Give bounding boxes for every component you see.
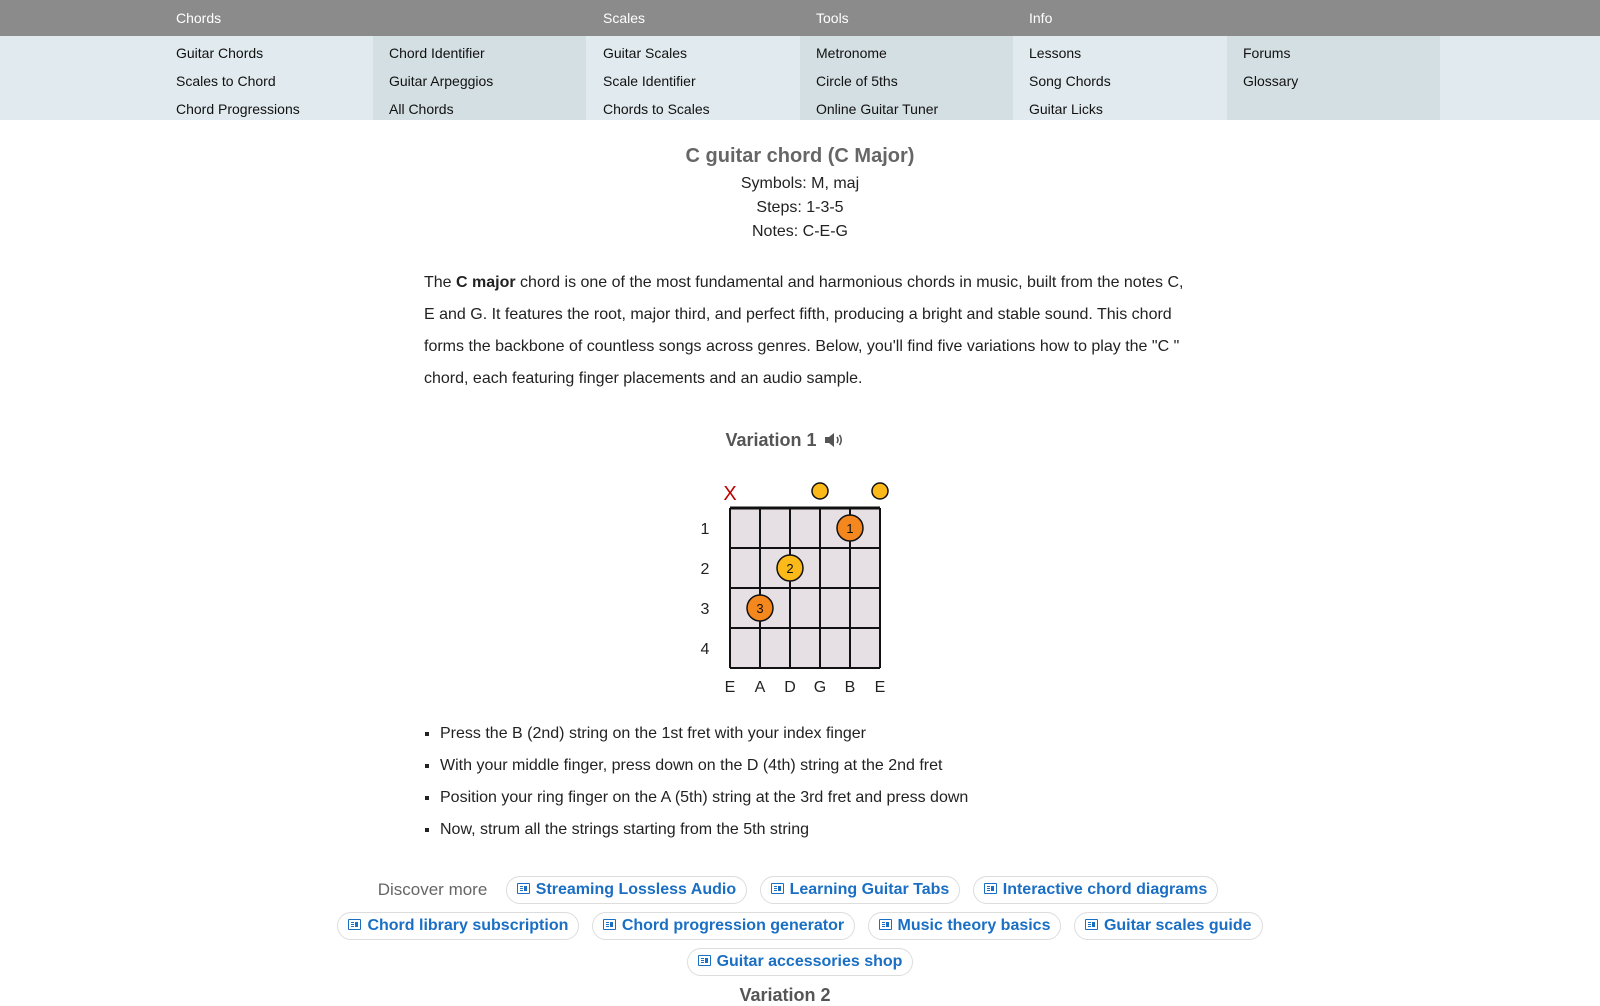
variation-2-title: Variation 2	[739, 985, 831, 1005]
nav-link-glossary[interactable]: Glossary	[1243, 73, 1299, 89]
article-icon	[984, 883, 997, 894]
intro-text: chord is one of the most fundamental and harmonious chords in music, built from the notes C, E and G. It features the root, major third, and perfect fifth, producing a bright and stable sound. This chord forms the backbone of countless songs across genres. Below, you'll find five variations how to play the "C " chord, each featuring finger placements and an audio sample.	[424, 274, 1184, 387]
string-name: D	[784, 679, 796, 696]
nav-link-chord-identifier[interactable]: Chord Identifier	[389, 45, 485, 61]
nav-link-all-chords[interactable]: All Chords	[389, 101, 454, 117]
list-item: ▪ Position your ring finger on the A (5th) string at the 3rd fret and press down	[440, 782, 968, 814]
nav-column-info	[1013, 0, 1226, 120]
chord-steps: Steps: 1-3-5	[756, 199, 844, 216]
list-item: ▪ With your middle finger, press down on the D (4th) string at the 2nd fret	[440, 750, 968, 782]
article-icon	[517, 883, 530, 894]
intro-paragraph	[424, 267, 1184, 395]
intro-prefix: The	[424, 274, 457, 291]
nav-heading-info[interactable]: Info	[1029, 10, 1053, 26]
discover-link-interactive-chord-diagrams[interactable]: Interactive chord diagrams	[973, 876, 1219, 904]
page-title: C guitar chord (C Major)	[685, 145, 915, 167]
fret-number: 2	[700, 561, 710, 578]
article-icon	[879, 919, 892, 930]
article-icon	[603, 919, 616, 930]
nav-link-metronome[interactable]: Metronome	[816, 45, 887, 61]
muted-string-marker: X	[723, 483, 737, 505]
string-name: E	[724, 679, 736, 696]
finger-steps-list	[424, 718, 968, 846]
article-icon	[348, 919, 361, 930]
discover-link-guitar-accessories-shop[interactable]: Guitar accessories shop	[687, 948, 914, 976]
discover-row-1	[0, 876, 1600, 904]
finger-number: 2	[786, 561, 794, 576]
nav-link-song-chords[interactable]: Song Chords	[1029, 73, 1111, 89]
discover-link-streaming-lossless-audio[interactable]: Streaming Lossless Audio	[506, 876, 747, 904]
nav-column-tools	[800, 0, 1013, 120]
fret-number: 1	[700, 521, 710, 538]
variation-1-label: Variation 1	[725, 430, 817, 450]
chord-symbols: Symbols: M, maj	[740, 175, 860, 192]
discover-link-chord-progression-generator[interactable]: Chord progression generator	[592, 912, 855, 940]
nav-column-chords-more	[373, 0, 586, 120]
speaker-icon[interactable]	[823, 431, 845, 454]
discover-link-chord-library-subscription[interactable]: Chord library subscription	[337, 912, 579, 940]
finger-number: 1	[846, 521, 854, 536]
nav-link-guitar-arpeggios[interactable]: Guitar Arpeggios	[389, 73, 494, 89]
nav-column-chords	[160, 0, 373, 120]
nav-link-chords-to-scales[interactable]: Chords to Scales	[603, 101, 710, 117]
chord-notes: Notes: C-E-G	[751, 223, 848, 240]
nav-heading-chords[interactable]: Chords	[176, 10, 222, 26]
nav-link-circle-of-fifths[interactable]: Circle of 5ths	[816, 73, 898, 89]
discover-row-3	[0, 948, 1600, 976]
nav-link-scales-to-chord[interactable]: Scales to Chord	[176, 73, 276, 89]
discover-link-learning-guitar-tabs[interactable]: Learning Guitar Tabs	[760, 876, 961, 904]
open-string-marker	[812, 483, 828, 499]
discover-row-2	[0, 912, 1600, 940]
string-name: B	[844, 679, 856, 696]
string-name: E	[874, 679, 886, 696]
open-string-marker	[872, 483, 888, 499]
nav-link-guitar-licks[interactable]: Guitar Licks	[1029, 101, 1103, 117]
article-icon	[771, 883, 784, 894]
string-name: A	[754, 679, 766, 696]
discover-link-guitar-scales-guide[interactable]: Guitar scales guide	[1074, 912, 1263, 940]
nav-link-chord-progressions[interactable]: Chord Progressions	[176, 101, 300, 117]
string-name: G	[813, 679, 827, 696]
discover-label: Discover more	[377, 880, 488, 899]
fret-number: 3	[700, 601, 710, 618]
nav-heading-empty	[373, 0, 586, 36]
list-item: ▪ Press the B (2nd) string on the 1st fret with your index finger	[440, 718, 968, 750]
article-icon	[698, 955, 711, 966]
chord-diagram	[680, 470, 900, 710]
nav-link-online-guitar-tuner[interactable]: Online Guitar Tuner	[816, 101, 939, 117]
nav-link-guitar-chords[interactable]: Guitar Chords	[176, 45, 264, 61]
fret-number: 4	[700, 641, 710, 658]
variation-1-title	[0, 430, 1570, 454]
nav-link-guitar-scales[interactable]: Guitar Scales	[603, 45, 688, 61]
nav-link-forums[interactable]: Forums	[1243, 45, 1291, 61]
finger-number: 3	[756, 601, 764, 616]
nav-heading-scales[interactable]: Scales	[603, 10, 646, 26]
nav-link-lessons[interactable]: Lessons	[1029, 45, 1082, 61]
list-item: ▪ Now, strum all the strings starting from the 5th string	[440, 814, 968, 846]
nav-link-scale-identifier[interactable]: Scale Identifier	[603, 73, 696, 89]
article-icon	[1085, 919, 1098, 930]
nav-heading-empty	[1227, 0, 1440, 36]
nav-column-info-more	[1227, 0, 1440, 120]
intro-chord-name: C major	[456, 274, 516, 291]
nav-column-scales	[587, 0, 800, 120]
nav-heading-tools[interactable]: Tools	[816, 10, 849, 26]
discover-link-music-theory-basics[interactable]: Music theory basics	[868, 912, 1062, 940]
